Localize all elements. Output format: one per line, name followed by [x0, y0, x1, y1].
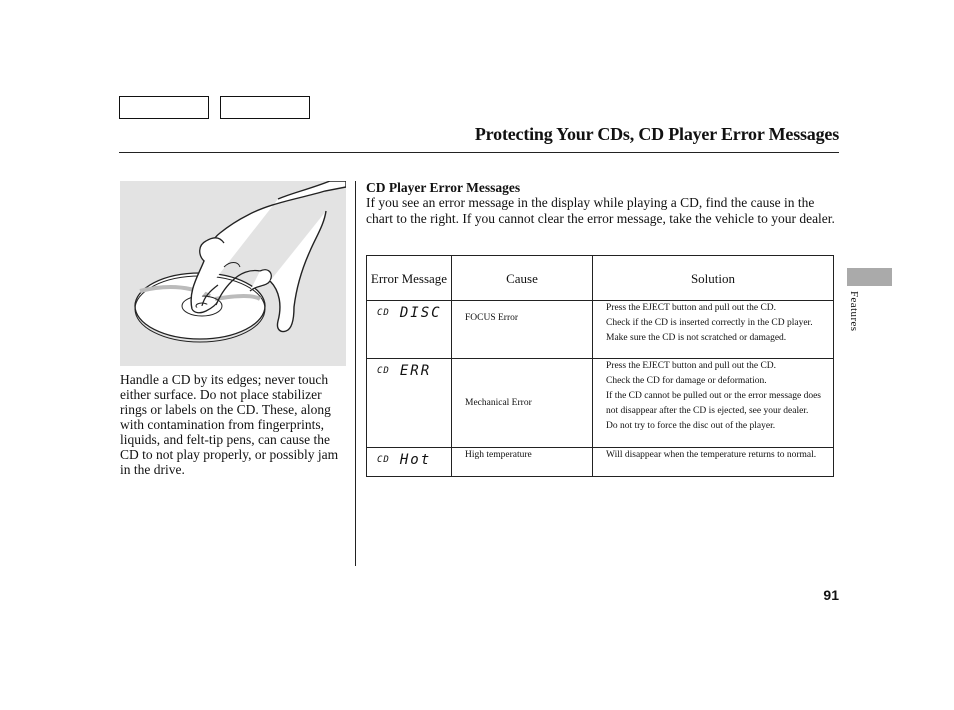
- section-tab-marker: [847, 268, 892, 286]
- header-solution: Solution: [593, 256, 834, 301]
- title-divider: [119, 152, 839, 153]
- table-row: [367, 301, 834, 359]
- table-row: [367, 448, 834, 477]
- column-divider: [355, 181, 356, 566]
- cd-handling-paragraph: Handle a CD by its edges; never touch either surface. Do not place stabilizer rings or labels on the CD. These, along with contamination from fingerprints, liquids, and felt-tip pens, can cause the CD to not play properly, or possibly jam in the drive.: [120, 372, 339, 477]
- cause-cell: High temperature: [452, 448, 593, 477]
- code-prefix: CD: [377, 366, 390, 376]
- nav-button-previous[interactable]: [119, 96, 209, 119]
- error-message-table: [366, 255, 834, 477]
- solution-line: Will disappear when the temperature returns to normal.: [606, 450, 817, 460]
- solution-line: Do not try to force the disc out of the player.: [606, 421, 776, 431]
- solution-line: Press the EJECT button and pull out the CD.: [606, 303, 777, 313]
- nav-button-next[interactable]: [220, 96, 310, 119]
- intro-paragraph: If you see an error message in the display while playing a CD, find the cause in the chart to the right. If you cannot clear the error message, take the vehicle to your dealer.: [366, 195, 835, 226]
- page-title: Protecting Your CDs, CD Player Error Messages: [474, 124, 839, 144]
- error-code-cell: [367, 359, 452, 448]
- header-error-message: Error Message: [367, 256, 452, 301]
- solution-line: Press the EJECT button and pull out the CD.: [606, 361, 777, 371]
- error-code-cell: [367, 301, 452, 359]
- error-code-cell: [367, 448, 452, 477]
- solution-cell: [593, 301, 834, 359]
- table-header-row: [367, 256, 834, 301]
- section-tab-label: Features: [848, 291, 860, 332]
- header-cause: Cause: [452, 256, 593, 301]
- hand-holding-cd-illustration: [120, 181, 346, 366]
- solution-line: Make sure the CD is not scratched or damaged.: [606, 333, 787, 343]
- cause-cell: Mechanical Error: [452, 359, 593, 448]
- page-number: 91: [823, 587, 839, 603]
- section-heading: CD Player Error Messages: [366, 180, 521, 195]
- solution-cell: [593, 448, 834, 477]
- solution-cell: [593, 359, 834, 448]
- solution-line: If the CD cannot be pulled out or the error message does not disappear after the CD is ejected, see your dealer.: [606, 391, 822, 416]
- table-row: [367, 359, 834, 448]
- code-text: ERR: [399, 363, 432, 379]
- cause-cell: FOCUS Error: [452, 301, 593, 359]
- solution-line: Check if the CD is inserted correctly in the CD player.: [606, 318, 813, 328]
- code-text: Hot: [399, 452, 432, 468]
- code-prefix: CD: [377, 455, 390, 465]
- code-text: DISC: [399, 305, 442, 321]
- solution-line: Check the CD for damage or deformation.: [606, 376, 767, 386]
- lcd-display-code: [377, 452, 431, 468]
- lcd-display-code: [377, 305, 442, 321]
- code-prefix: CD: [377, 308, 390, 318]
- lcd-display-code: [377, 363, 431, 379]
